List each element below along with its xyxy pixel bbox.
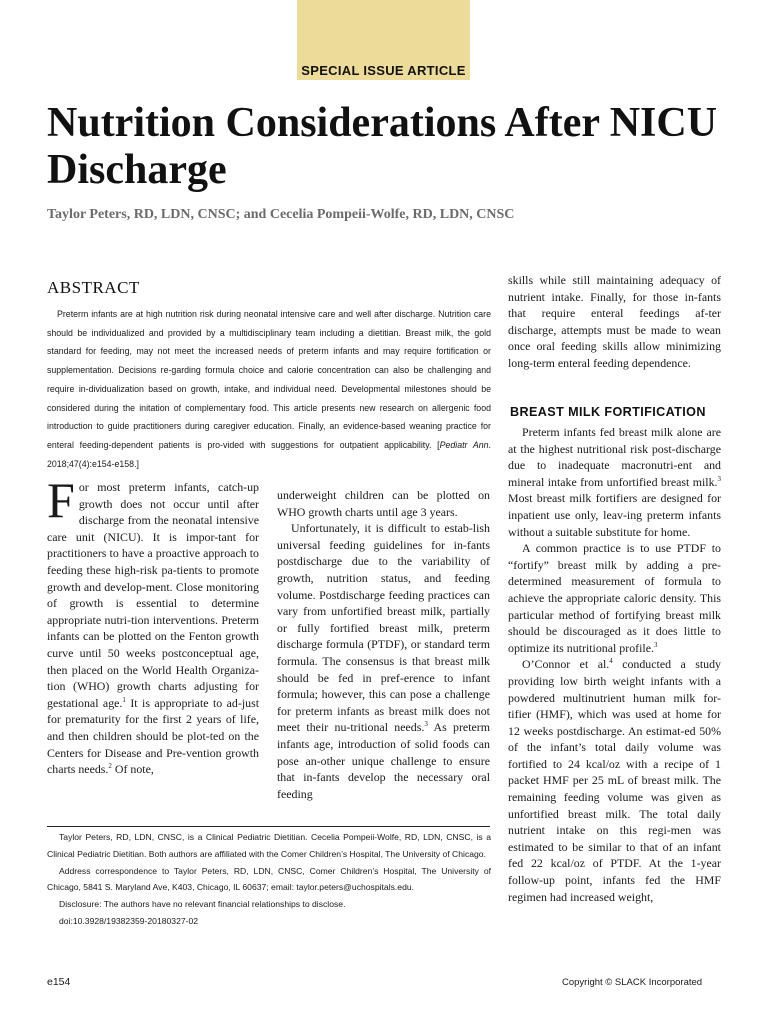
disclosure: Disclosure: The authors have no relevant financial relationships to disclose. (59, 899, 346, 910)
body-column-right-top (508, 272, 721, 394)
section-heading-breast-milk-fortification: BREAST MILK FORTIFICATION (510, 405, 706, 419)
banner-label: SPECIAL ISSUE ARTICLE (301, 63, 466, 78)
intro-text-2: It is appropriate to ad-just for prematurity for the first 2 years of life, and then children should be plot-ted on the Centers for Disease and Pre-vention growth charts needs. (47, 695, 259, 777)
ref-1: 1 (122, 695, 126, 704)
citation-rest: . 2018;47(4):e154-e158.] (47, 439, 491, 469)
paragraph-continued: underweight children can be plotted on WHO growth charts until age 3 years. (277, 488, 490, 519)
author-line: Taylor Peters, RD, LDN, CNSC; and Cecelia Pompeii-Wolfe, RD, LDN, CNSC (47, 207, 515, 222)
fortification-text-2: Most breast milk fortifiers are designed for inpatient use only, leav-ing preterm infants without a suitable substitute for home. (508, 491, 721, 539)
intro-text-1: or most preterm infants, catch-up growth does not occur until after discharge from the neonatal intensive care unit (NICU). It is impor-tant for practitioners to have a proactive approach to feeding these high-risk pa-tients to promote growth and develop-ment. Close monitoring of growth is essential to determine appropriate nutri-tion interventions. Preterm infants can be plotted on the Fenton growth curve until 50 weeks postconceptual age, then placed on the World Health Organiza-tion (WHO) growth charts adjusting for gestational age. (47, 480, 259, 710)
ptdf-text: A common practice is to use PTDF to “fortify” breast milk by adding a pre-determined measurement of formula to achieve the appropriate caloric density. This particular method of fortifying breast milk should be discouraged as it does little to optimize its nutritional profile. (508, 541, 721, 655)
paragraph-oconnor (508, 656, 721, 905)
ref-3b: 3 (717, 474, 721, 483)
footnote-divider (47, 826, 490, 827)
abstract-body (47, 305, 491, 473)
copyright-notice: Copyright © SLACK Incorporated (562, 977, 703, 988)
body-column-right (508, 424, 721, 952)
fortification-text-1: Preterm infants fed breast milk alone are at the highest nutritional risk post-discharge due to inadequate macronutri-ent and mineral intake from unfortified breast milk. (508, 425, 721, 489)
paragraph-ptdf (508, 540, 721, 656)
abstract-text: Preterm infants are at high nutrition risk during neonatal intensive care and well after discharge. Nutrition care should be individualized and provided by a multidisciplinary team including a dietitian. Breast milk, the gold standard for feeding, may not meet the increased needs of preterm infants and may require fortification or supplementation. Decisions re-garding formula choice and calorie concentration can also be challenging and require in-dividualization based on growth, intake, and individual need. Developmental milestones should be considered during the initation of complementary food. This article presents new research on allergenic food introduction to guide practitioners during caregiver education. Finally, an evidence-based weaning practice for enteral feeding-dependent patients is pro-vided with suggestions for outpatient applicability. (47, 309, 491, 450)
intro-paragraph (47, 479, 259, 778)
citation-open: [ (437, 439, 440, 450)
ref-4: 4 (609, 657, 613, 666)
body-column-middle (277, 487, 490, 817)
drop-cap: F (47, 479, 75, 528)
ref-2: 2 (108, 762, 112, 771)
oconnor-text-1: O’Connor et al. (522, 657, 610, 672)
abstract-heading: ABSTRACT (47, 278, 140, 297)
paragraph-guidelines (277, 520, 490, 802)
page-number: e154 (47, 976, 71, 988)
guidelines-text-1: Unfortunately, it is difficult to estab-lish universal feeding guidelines for in-fants postdischarge due to the variability of growth, nutrition status, and feeding volume. Postdischarge feeding practices can vary from unfortified breast milk, partially or fully fortified breast milk, preterm discharge formula (PTDF), or standard term formula. The consensus is that breast milk should be fed in pref-erence to infant formula; however, this can pose a challenge for preterm infants as breast milk does not meet their nu-tritional needs. (277, 521, 490, 735)
special-issue-banner (297, 0, 470, 80)
oconnor-text-2: conducted a study providing low birth weight infants with a powdered multinutrient human milk for-tifier (HMF), which was used at home for 12 weeks postdischarge. An estimat-ed 50% of the infant’s total daily volume was fortified to 24 kcal/oz with a recipe of 1 packet HMF per 25 mL of breast milk. The remaining feeding volume was given as unfortified breast milk. The total daily nutrient intake on this regi-men was estimated to be similar to that of an infant fed 22 kcal/oz of PTDF. At the 1-year follow-up point, infants fed the HMF regimen had increased weight, (508, 657, 721, 904)
ref-3: 3 (424, 720, 428, 729)
body-column-left (47, 479, 259, 824)
intro-text-3: Of note, (111, 762, 154, 777)
ref-3c: 3 (653, 640, 658, 649)
paragraph-fortification (508, 424, 721, 540)
correspondence-address: Address correspondence to Taylor Peters, RD, LDN, CNSC, Comer Children’s Hospital, The University of Chicago, 5841 S. Maryland Ave, K403, Chicago, IL 60637; email: taylor.peters@uchospitals.edu. (47, 865, 491, 893)
citation-journal: Pediatr Ann (439, 439, 489, 450)
footnotes (47, 829, 491, 930)
doi: doi:10.3928/19382359-20180327-02 (59, 915, 199, 926)
guidelines-text-2: As preterm infants age, introduction of solid foods can pose an-other unique challenge to ensure that in-fants develop the necessary oral feeding (277, 720, 490, 801)
paragraph-oral-skills: skills while still maintaining adequacy of nutrient intake. Finally, for those in-fants that require enteral feedings af-ter discharge, attempts must be made to wean once oral feeding skills allow minimizing long-term enteral feeding dependence. (508, 273, 721, 370)
article-title: Nutrition Considerations After NICU Discharge (47, 100, 718, 193)
author-affiliation: Taylor Peters, RD, LDN, CNSC, is a Clinical Pediatric Dietitian. Cecelia Pompeii-Wolfe, RD, LDN, CNSC, is a Clinical Pediatric Dietitian. Both authors are affiliated with the Comer Children’s Hospital, The University of Chicago. (47, 832, 491, 859)
